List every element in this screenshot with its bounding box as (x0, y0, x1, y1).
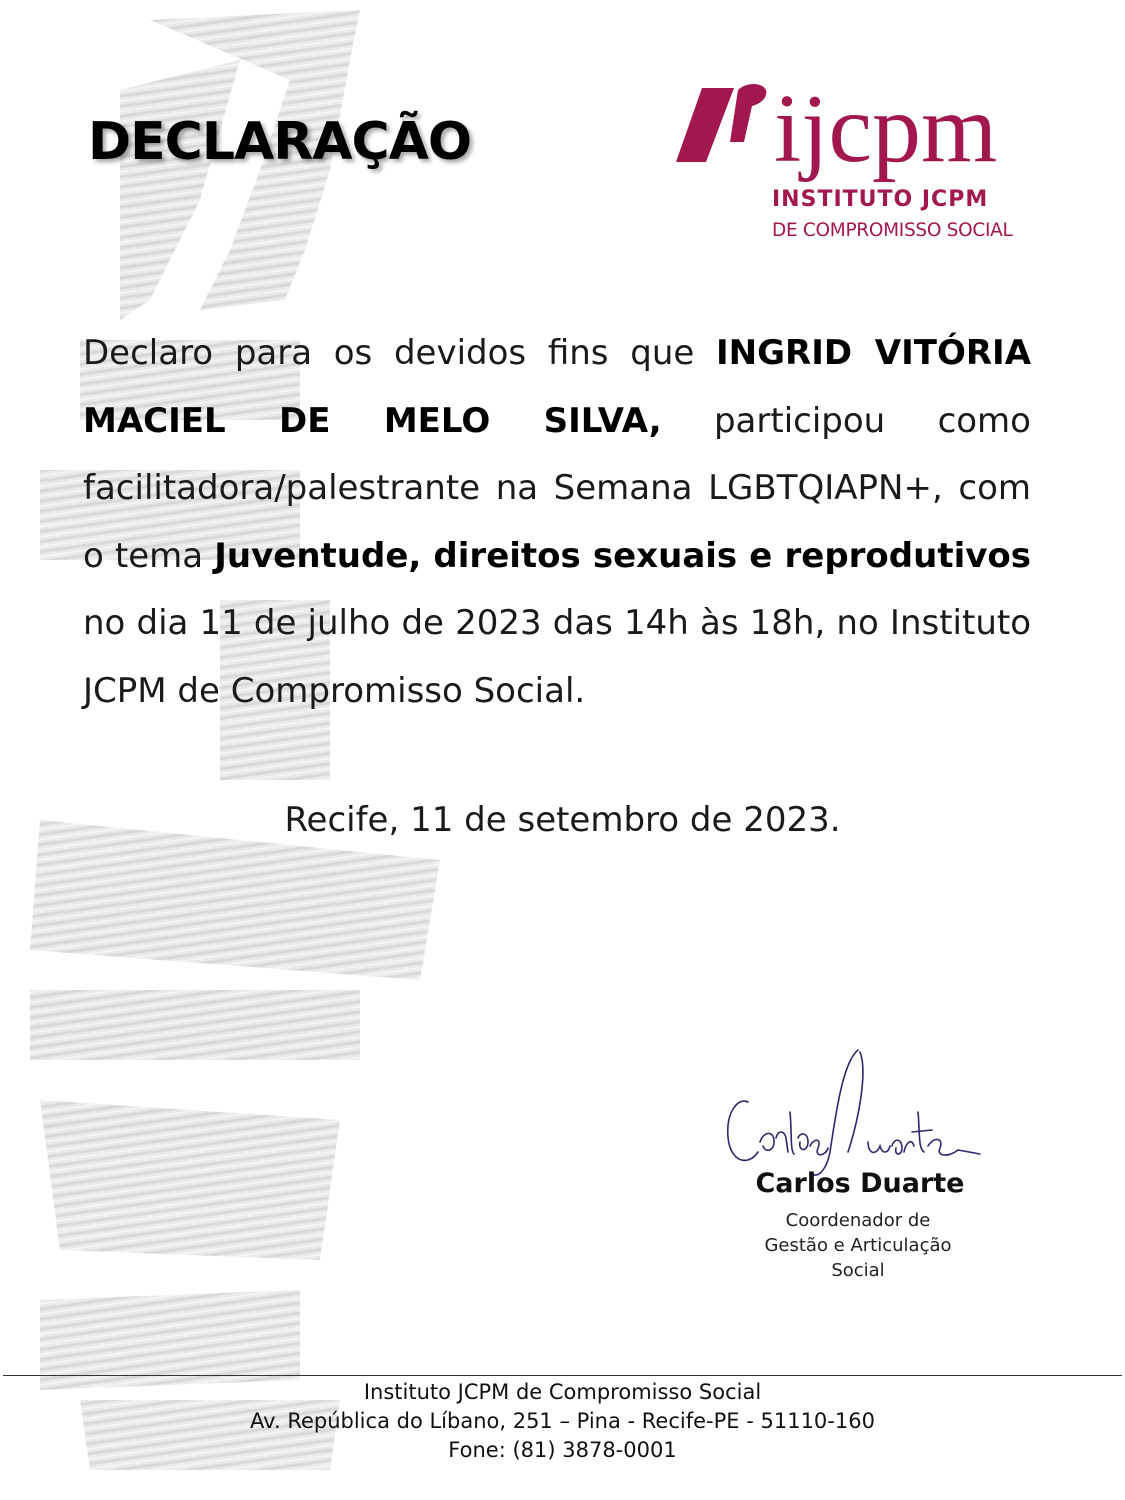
body-ending: no dia 11 de julho de 2023 das 14h às 18h, no Instituto JCPM de Compromisso Social. (83, 603, 1031, 711)
footer-institute: Instituto JCPM de Compromisso Social (363, 1380, 762, 1404)
signatory-role-line: Gestão e Articulação (764, 1235, 952, 1256)
logo-wordmark: ijcpm (774, 75, 998, 183)
footer-phone: Fone: (81) 3878-0001 (448, 1438, 677, 1462)
watermark-logo (0, 0, 520, 1500)
signatory-role (720, 1208, 996, 1283)
logo-mark-icon (672, 80, 782, 170)
footer (0, 1378, 1125, 1465)
signatory-role-line: Coordenador de (785, 1210, 931, 1231)
ijcpm-logo (672, 75, 1052, 250)
footer-address: Av. República do Líbano, 251 – Pina - Recife-PE - 51110-160 (250, 1409, 875, 1433)
logo-institute-subtitle: DE COMPROMISSO SOCIAL (772, 220, 1013, 241)
body-middle: participou como facilitadora/palestrante na Semana LGBTQIAPN+, com o tema (83, 400, 1031, 576)
person-name: INGRID VITÓRIA MACIEL DE MELO SILVA, (83, 333, 1032, 441)
signatory-name: Carlos Duarte (755, 1168, 965, 1199)
declaration-body (83, 320, 1031, 725)
signatory-role-line: Social (831, 1260, 885, 1281)
event-theme: Juventude, direitos sexuais e reprodutivos (214, 535, 1031, 576)
handwritten-signature (718, 1042, 988, 1182)
body-intro: Declaro para os devidos fins que (83, 333, 716, 373)
logo-institute-name: INSTITUTO JCPM (772, 187, 989, 212)
footer-divider (3, 1375, 1122, 1376)
document-title: DECLARAÇÃO (88, 112, 472, 172)
place-date: Recife, 11 de setembro de 2023. (284, 800, 841, 840)
